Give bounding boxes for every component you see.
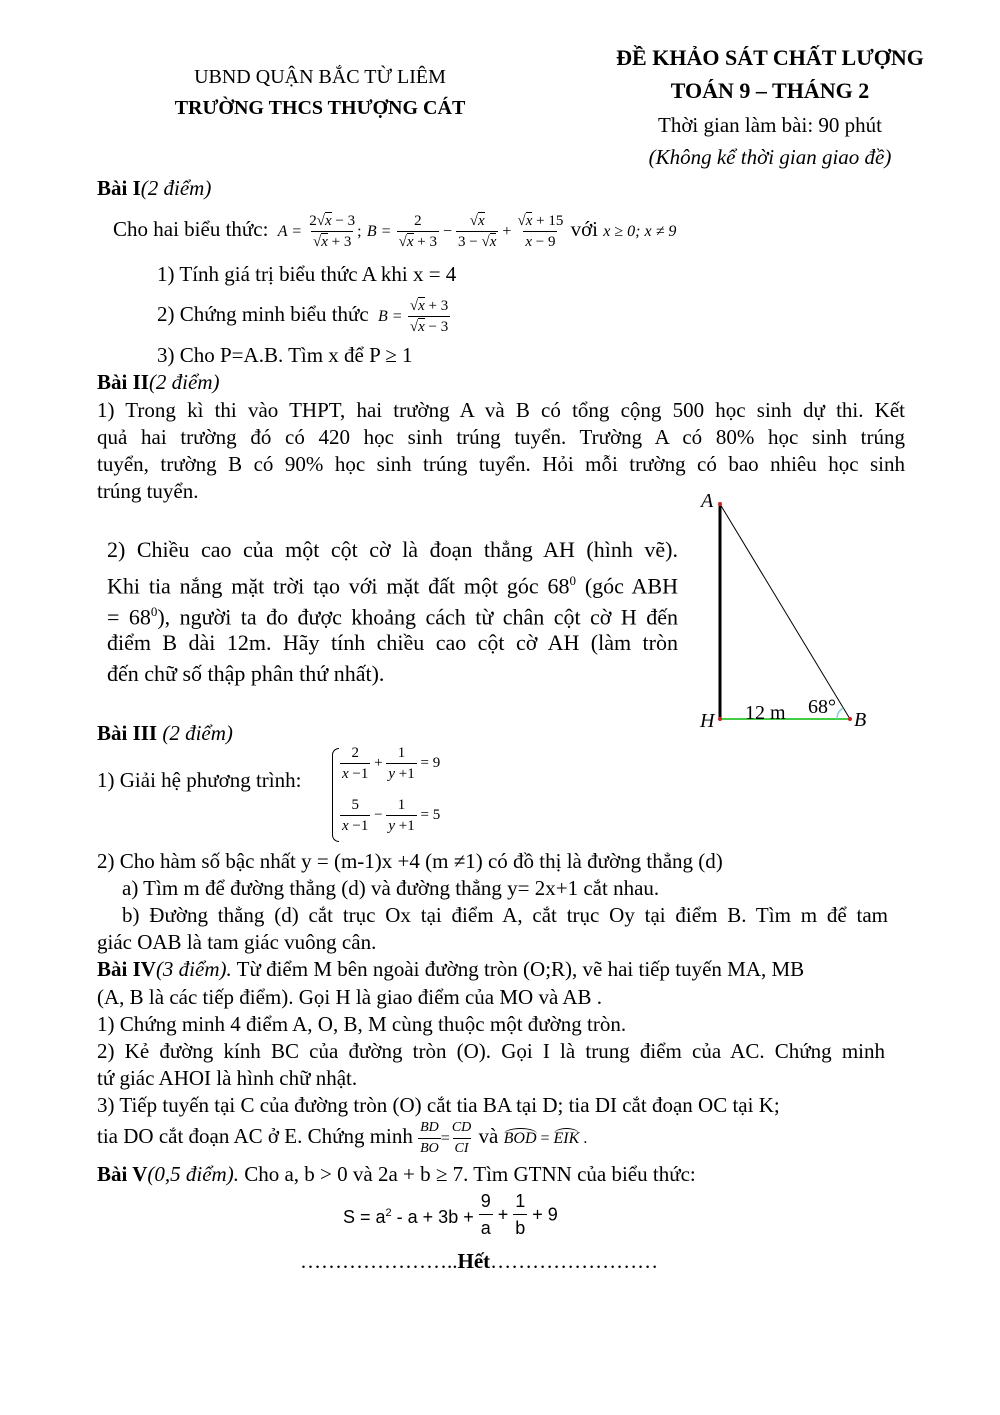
section-4-line1 bbox=[97, 956, 804, 982]
expr-b-term1: $\frac{2}{√x + 3}$ bbox=[398, 212, 438, 250]
section-3-heading bbox=[97, 720, 233, 746]
section-5-title: Bài V bbox=[97, 1162, 148, 1186]
end-line bbox=[300, 1248, 658, 1274]
section-3-q2b-line2: giác OAB là tam giác vuông cân. bbox=[97, 930, 377, 954]
exam-title-text: ĐỀ KHẢO SÁT CHẤT LƯỢNG bbox=[616, 45, 924, 70]
equation-2: $\frac{5}{x -1}$ − $\frac{1}{y +1}$ = 5 bbox=[342, 797, 441, 834]
expr-b-proof-label: B = bbox=[374, 308, 403, 325]
section-1-q2-text: 2) Chứng minh biểu thức bbox=[157, 302, 369, 326]
condition-word: với bbox=[570, 217, 599, 241]
angle-arc bbox=[837, 708, 843, 719]
section-5-points: (0,5 điểm). bbox=[147, 1162, 239, 1186]
section-2-title: Bài II bbox=[97, 370, 149, 394]
section-4-q2-line2: tứ giác AHOI là hình chữ nhật. bbox=[97, 1066, 358, 1090]
system-brace bbox=[332, 748, 339, 842]
section-4-q2-line1: 2) Kẻ đường kính BC của đường tròn (O). Gọi I là trung điểm của AC. Chứng minh bbox=[97, 1039, 885, 1063]
expr-b-proof-fraction: $\frac{√x + 3}{√x - 3}$ bbox=[409, 297, 449, 335]
point-a bbox=[718, 502, 722, 506]
section-3-q2b-line1: b) Đường thẳng (d) cắt trục Ox tại điểm A, cắt trục Oy tại điểm B. Tìm m để tam bbox=[122, 903, 888, 927]
label-h: H bbox=[700, 710, 715, 732]
section-2-p2-line2 bbox=[107, 567, 678, 600]
section-5-text: Cho a, b > 0 và 2a + b ≥ 7. Tìm GTNN của biểu thức: bbox=[238, 1162, 696, 1186]
label-a: A bbox=[701, 490, 714, 512]
section-4-q1: 1) Chứng minh 4 điểm A, O, B, M cùng thuộc một đường tròn. bbox=[97, 1012, 627, 1036]
end-dots-right: …………………… bbox=[490, 1249, 659, 1273]
section-2-p2-line3a: = 68 bbox=[107, 604, 151, 630]
school-name bbox=[130, 95, 510, 121]
end-dots-left: ………………….. bbox=[300, 1249, 458, 1273]
section-5-line bbox=[97, 1161, 696, 1187]
distance-label: 12 m bbox=[745, 702, 786, 724]
section-2-p2-line1: 2) Chiều cao của một cột cờ là đoạn thẳng AH (hình vẽ). bbox=[107, 537, 678, 562]
section-2-p1-line1: 1) Trong kì thi vào THPT, hai trường A và B có tổng cộng 500 học sinh dự thi. Kết bbox=[97, 398, 905, 422]
expr-a-label: A = bbox=[273, 223, 302, 240]
exam-note: (Không kể thời gian giao đề) bbox=[648, 145, 892, 169]
section-2-p2-line5: đến chữ số thập phân thứ nhất). bbox=[107, 661, 385, 686]
angle-bod: BOD bbox=[503, 1130, 537, 1147]
expr-b-term2: $\frac{√x}{3 - √x}$ bbox=[458, 212, 497, 250]
exam-subject-text: TOÁN 9 – THÁNG 2 bbox=[670, 78, 870, 103]
section-3-q2: 2) Cho hàm số bậc nhất y = (m-1)x +4 (m ≠1) có đồ thị là đường thẳng (d) bbox=[97, 849, 723, 873]
section-1-expressions: Cho hai biểu thức: A = $\frac{2√x - 3}{√x + 3}$ ; B = $\frac{2}{√x + 3}$ − $\frac{√x}{3 - √x}$ + $\frac{√x + 15}{x - 9}$ với x ≥ 0; x ≠ 9 bbox=[113, 212, 677, 250]
section-3-title: Bài III bbox=[97, 721, 158, 745]
section-2-p1-line3: tuyển, trường B có 90% học sinh trúng tuyển. Hỏi mỗi trường có bao nhiêu học sinh bbox=[97, 452, 905, 476]
section-2-p2-line2b: (góc ABH bbox=[576, 573, 678, 599]
expr-a-fraction: $\frac{2√x - 3}{√x + 3}$ bbox=[309, 212, 356, 250]
section-2-p2-line3b: ), người ta đo được khoảng cách từ chân cột cờ H đến bbox=[157, 604, 678, 630]
expression-s: $S = a^2 - a + 3b$ + $\frac{9}{a}$ + $\frac{1}{b}$ + 9 bbox=[343, 1191, 558, 1238]
section-4-points: (3 điểm). bbox=[155, 957, 232, 981]
section-4-intro2: (A, B là các tiếp điểm). Gọi H là giao điểm của MO và AB . bbox=[97, 985, 603, 1009]
section-1-q1: 1) Tính giá trị biểu thức A khi x = 4 bbox=[157, 262, 457, 286]
section-4-q3-line2: tia DO cắt đoạn AC ở E. Chứng minh $\frac{BD}{BO}$ = $\frac{CD}{CI}$ và BOD = EIK . bbox=[97, 1119, 588, 1156]
point-h bbox=[718, 717, 722, 721]
exam-subject bbox=[595, 78, 945, 104]
section-4-and: và bbox=[478, 1124, 499, 1148]
section-4-q3-text: tia DO cắt đoạn AC ở E. Chứng minh bbox=[97, 1124, 413, 1148]
section-2-heading bbox=[97, 369, 220, 395]
degree-sup-1: 0 bbox=[569, 573, 577, 588]
exam-title bbox=[595, 45, 945, 71]
section-2-points: (2 điểm) bbox=[148, 370, 220, 394]
label-b: B bbox=[854, 709, 867, 731]
section-2-p2-line2a: Khi tia nắng mặt trời tạo với mặt đất một góc 68 bbox=[107, 573, 570, 599]
section-2-p1-line2: quả hai trường đó có 420 học sinh trúng tuyển. Trường A có 80% học sinh trúng bbox=[97, 425, 905, 449]
expr-b-term3: $\frac{√x + 15}{x - 9}$ bbox=[517, 212, 564, 250]
equation-1: $\frac{2}{x -1}$ + $\frac{1}{y +1}$ = 9 bbox=[342, 745, 441, 782]
section-1-q3: 3) Cho P=A.B. Tìm x để P ≥ 1 bbox=[157, 343, 413, 367]
section-4-title: Bài IV bbox=[97, 957, 156, 981]
section-3-q1: 1) Giải hệ phương trình: bbox=[97, 768, 302, 792]
section-1-points: (2 điểm) bbox=[140, 176, 212, 200]
section-3-points: (2 điểm) bbox=[162, 721, 233, 745]
section-2-p2-line4: điểm B dài 12m. Hãy tính chiều cao cột cờ AH (làm tròn bbox=[107, 630, 678, 655]
section-1-intro: Cho hai biểu thức: bbox=[113, 217, 269, 241]
section-2-p2-line3 bbox=[107, 598, 678, 631]
condition: x ≥ 0; x ≠ 9 bbox=[603, 223, 677, 240]
school-name-text: TRƯỜNG THCS THƯỢNG CÁT bbox=[174, 97, 466, 119]
section-3-q2a: a) Tìm m để đường thẳng (d) và đường thẳng y= 2x+1 cắt nhau. bbox=[122, 876, 660, 900]
section-1-heading bbox=[97, 175, 211, 201]
degree-sup-2: 0 bbox=[150, 604, 158, 619]
flagpole-figure bbox=[690, 480, 890, 740]
angle-eik: EIK bbox=[553, 1130, 580, 1147]
expr-b-label: B = bbox=[366, 223, 392, 240]
angle-label: 68° bbox=[808, 696, 836, 718]
end-word: Hết bbox=[457, 1249, 491, 1273]
section-4-intro1: Từ điểm M bên ngoài đường tròn (O;R), vẽ hai tiếp tuyến MA, MB bbox=[231, 957, 805, 981]
section-1-q2 bbox=[157, 290, 450, 341]
school-district: UBND QUẬN BẮC TỪ LIÊM bbox=[194, 66, 446, 88]
sun-ray-line-ab bbox=[720, 504, 850, 719]
section-4-q3-line1: 3) Tiếp tuyến tại C của đường tròn (O) cắt tia BA tại D; tia DI cắt đoạn OC tại K; bbox=[97, 1093, 780, 1117]
ratio-cd-ci: $\frac{CD}{CI}$ bbox=[451, 1119, 472, 1156]
point-b bbox=[848, 717, 852, 721]
section-2-p1-line4: trúng tuyển. bbox=[97, 479, 199, 503]
exam-duration: Thời gian làm bài: 90 phút bbox=[658, 113, 882, 137]
section-1-title: Bài I bbox=[97, 176, 141, 200]
ratio-bd-bo: $\frac{BD}{BO}$ bbox=[420, 1119, 439, 1156]
